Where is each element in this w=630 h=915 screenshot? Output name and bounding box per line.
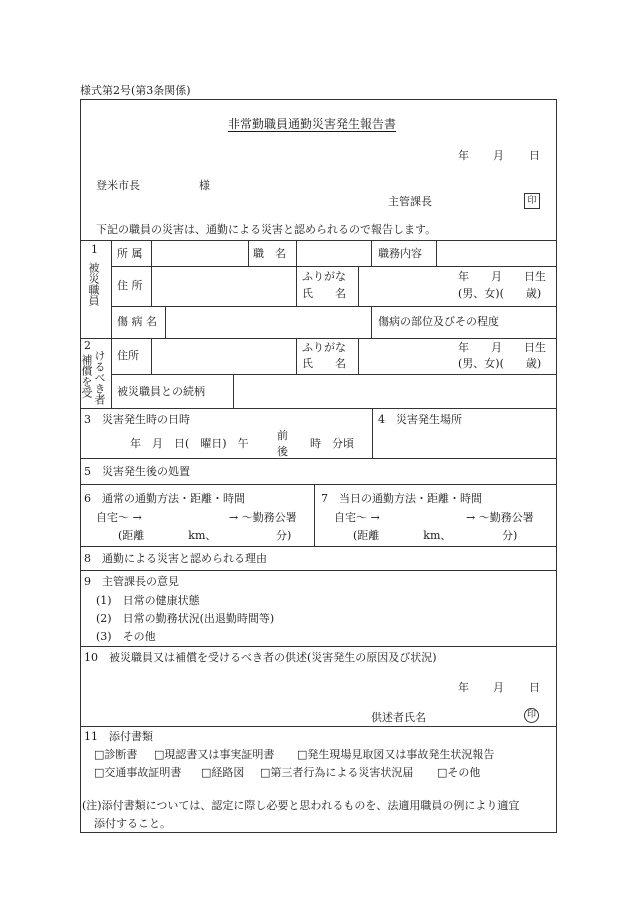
section11-label: 11 添付書類	[84, 730, 153, 743]
am-label: 前	[277, 429, 288, 442]
section6-route-end: → ～勤務公署	[229, 511, 297, 524]
section7-route-end: → ～勤務公署	[466, 511, 534, 524]
attachment-witness-statement[interactable]: □現認書又は事実証明書	[154, 748, 275, 761]
statement-date-month: 月	[493, 681, 504, 694]
position-label: 職 名	[253, 247, 286, 260]
incident-datetime: 年 月 日( 曜日) 午	[130, 437, 249, 450]
incident-time: 時 分頃	[310, 437, 354, 450]
report-date-year: 年	[458, 149, 469, 162]
recipient-address-label: 住所	[117, 349, 139, 362]
section7-route-start: 自宅～ →	[334, 511, 380, 524]
statement-date-year: 年	[458, 681, 469, 694]
section6-distance: (距離 km、	[118, 529, 217, 542]
addressee-honorific: 様	[199, 179, 210, 192]
injury-detail-label: 傷病の部位及びその程度	[378, 315, 499, 328]
section2-label-col1: けるべき者	[93, 350, 106, 405]
opinion-item-attendance: (2) 日常の勤務状況(出退勤時間等)	[96, 612, 275, 625]
recipient-birth-date: 年 月 日生	[458, 341, 546, 354]
name-label: 氏 名	[302, 287, 346, 300]
section1-label: 被災職員	[87, 262, 100, 306]
recipient-gender-age: (男、女)( 歳)	[458, 357, 542, 370]
pm-label: 後	[277, 445, 288, 458]
address-label: 住 所	[117, 279, 143, 292]
section8-label: 8 通勤による災害と認められる理由	[84, 552, 267, 565]
section7-label: 7 当日の通勤方法・距離・時間	[321, 492, 482, 505]
recipient-name-label: 氏 名	[302, 357, 346, 370]
intro-text: 下記の職員の災害は、通勤による災害と認められるので報告します。	[96, 223, 437, 236]
note-line-2: 添付すること。	[94, 817, 171, 830]
supervisor-seal-mark: 印	[524, 193, 540, 209]
attachment-route-map[interactable]: □経路図	[201, 766, 245, 779]
section5-label: 5 災害発生後の処置	[84, 465, 190, 478]
injury-label: 傷 病 名	[117, 315, 157, 328]
attachment-site-sketch[interactable]: □発生現場見取図又は事故発生状況報告	[297, 748, 495, 761]
section6-route-start: 自宅～ →	[96, 511, 142, 524]
recipient-furigana-label: ふりがな	[302, 341, 346, 354]
section7-minutes: 分)	[502, 529, 518, 542]
opinion-item-other: (3) その他	[96, 630, 156, 643]
section1-number: 1	[91, 243, 98, 256]
birth-date: 年 月 日生	[458, 270, 546, 283]
attachment-medical-certificate[interactable]: □診断書	[94, 748, 138, 761]
statement-signer-label: 供述者氏名	[371, 711, 426, 724]
document-title: 非常勤職員通勤災害発生報告書	[228, 117, 397, 131]
section6-minutes: 分)	[276, 529, 292, 542]
section2-label-col2: 補償を受	[80, 354, 93, 398]
section9-label: 9 主管課長の意見	[84, 575, 179, 588]
statement-seal-mark: 印	[524, 708, 539, 723]
dept-label: 所 属	[117, 247, 143, 260]
opinion-item-health: (1) 日常の健康状態	[96, 594, 200, 607]
form-number: 様式第2号(第3条関係)	[80, 84, 191, 97]
duty-label: 職務内容	[378, 247, 422, 260]
statement-date-day: 日	[529, 681, 540, 694]
attachment-traffic-accident-certificate[interactable]: □交通事故証明書	[94, 766, 182, 779]
attachment-third-party-report[interactable]: □第三者行為による災害状況届	[260, 766, 414, 779]
supervisor-label: 主管課長	[388, 195, 432, 208]
furigana-label: ふりがな	[302, 270, 346, 283]
section6-label: 6 通常の通勤方法・距離・時間	[84, 492, 245, 505]
gender-age: (男、女)( 歳)	[458, 287, 542, 300]
section4-label: 4 災害発生場所	[378, 413, 462, 426]
section3-label: 3 災害発生時の日時	[84, 413, 190, 426]
report-date-month: 月	[493, 149, 504, 162]
attachment-other[interactable]: □その他	[437, 766, 481, 779]
report-date-day: 日	[529, 149, 540, 162]
section10-label: 10 被災職員又は補償を受けるべき者の供述(災害発生の原因及び状況)	[84, 651, 437, 664]
section2-number: 2	[84, 339, 91, 352]
section7-distance: (距離 km、	[353, 529, 452, 542]
note-line-1: (注)添付書類については、認定に際し必要と思われるものを、法適用職員の例により適宜	[82, 799, 520, 812]
relation-label: 被災職員との続柄	[117, 385, 205, 398]
addressee-name: 登米市長	[96, 179, 140, 192]
